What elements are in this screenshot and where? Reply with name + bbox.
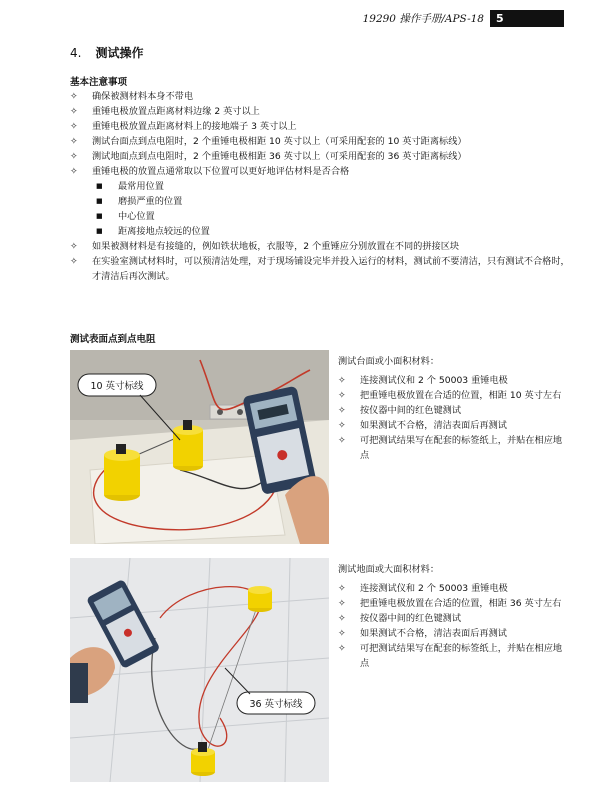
page-header: [363, 9, 564, 27]
list-item-text: 重锤电极放置点距离材料上的接地端子 3 英寸以上: [92, 121, 297, 132]
list-item: [338, 626, 568, 641]
list-item-text: 如果测试不合格，清洁表面后再测试: [360, 628, 507, 639]
list-item-text: 重锤电极放置点距离材料边缘 2 英寸以上: [92, 106, 260, 117]
section-title: [70, 44, 143, 61]
list-item: [338, 596, 568, 611]
list-item-text: 确保被测材料本身不带电: [92, 91, 194, 102]
floor-test-illustration: [70, 558, 329, 782]
floor-steps: [338, 581, 568, 671]
diamond-bullet-icon: ✧: [70, 256, 78, 267]
list-item: [70, 104, 570, 119]
diamond-bullet-icon: ✧: [338, 613, 346, 624]
diamond-bullet-icon: ✧: [70, 91, 78, 102]
square-bullet-icon: ■: [96, 212, 103, 220]
benchtop-instructions: [338, 354, 568, 463]
list-item: [338, 388, 568, 403]
list-item-text: 距离接地点较远的位置: [118, 226, 210, 237]
list-item-text: 可把测试结果写在配套的标签纸上，并贴在相应地点: [360, 435, 563, 461]
list-item: [338, 433, 568, 463]
section-number: 4.: [70, 46, 82, 60]
list-item-text: 最常用位置: [118, 181, 164, 192]
diamond-bullet-icon: ✧: [70, 241, 78, 252]
list-item: [70, 254, 570, 284]
list-item-text: 测试台面点到点电阻时，2 个重锤电极相距 10 英寸以上（可采用配套的 10 英寸距离标线）: [92, 136, 467, 147]
notes-heading: 基本注意事项: [70, 77, 128, 88]
ten-inch-guide-label: 10 英寸标线: [90, 381, 144, 392]
benchtop-test-photo: [70, 350, 329, 544]
diamond-bullet-icon: ✧: [338, 643, 346, 654]
square-bullet-icon: ■: [96, 182, 103, 190]
diamond-bullet-icon: ✧: [70, 121, 78, 132]
list-item-text: 磨损严重的位置: [118, 196, 183, 207]
list-item-text: 按仪器中间的红色键测试: [360, 405, 462, 416]
diamond-bullet-icon: ✧: [70, 136, 78, 147]
header-title: 19290 操作手册/APS-18: [362, 12, 484, 25]
floor-caption: 测试地面或大面积材料：: [338, 564, 440, 575]
square-bullet-icon: ■: [96, 227, 103, 235]
list-item: [338, 641, 568, 671]
benchtop-caption: 测试台面或小面积材料：: [338, 356, 440, 367]
diamond-bullet-icon: ✧: [338, 628, 346, 639]
list-item-text: 测试地面点到点电阻时，2 个重锤电极相距 36 英寸以上（可采用配套的 36 英寸距离标线）: [92, 151, 467, 162]
diamond-bullet-icon: ✧: [338, 420, 346, 431]
square-bullet-icon: ■: [96, 197, 103, 205]
list-item-text: 把重锤电极放置在合适的位置，相距 10 英寸左右: [360, 390, 562, 401]
list-item-text: 把重锤电极放置在合适的位置，相距 36 英寸左右: [360, 598, 562, 609]
diamond-bullet-icon: ✧: [338, 405, 346, 416]
list-item: [70, 179, 570, 194]
thirty-six-inch-guide-label: 36 英寸标线: [249, 699, 303, 710]
diamond-bullet-icon: ✧: [338, 598, 346, 609]
page-number: 5: [490, 10, 564, 27]
benchtop-steps: [338, 373, 568, 463]
list-item-text: 连接测试仪和 2 个 50003 重锤电极: [360, 583, 508, 594]
list-item-text: 连接测试仪和 2 个 50003 重锤电极: [360, 375, 508, 386]
list-item: [70, 149, 570, 164]
list-item-text: 重锤电极的放置点通常取以下位置可以更好地评估材料是否合格: [92, 166, 350, 177]
list-item: [70, 239, 570, 254]
list-item: [70, 224, 570, 239]
diamond-bullet-icon: ✧: [70, 166, 78, 177]
list-item: [338, 581, 568, 596]
diamond-bullet-icon: ✧: [70, 151, 78, 162]
section-title-text: 测试操作: [95, 46, 144, 60]
list-item: [338, 611, 568, 626]
list-item: [70, 89, 570, 104]
diamond-bullet-icon: ✧: [338, 375, 346, 386]
diamond-bullet-icon: ✧: [70, 106, 78, 117]
list-item-text: 如果被测材料是有接缝的，例如铁状地板，衣服等，2 个重锤应分别放置在不同的拼接区块: [92, 241, 460, 252]
diamond-bullet-icon: ✧: [338, 583, 346, 594]
list-item-text: 如果测试不合格，清洁表面后再测试: [360, 420, 507, 431]
list-item-text: 按仪器中间的红色键测试: [360, 613, 462, 624]
list-item-text: 可把测试结果写在配套的标签纸上，并贴在相应地点: [360, 643, 563, 669]
list-item: [338, 418, 568, 433]
list-item: [70, 134, 570, 149]
list-item-text: 在实验室测试材料时，可以预清洁处理，对于现场铺设完毕并投入运行的材料，测试前不要清洁，只有测试不合格时，才清洁后再次测试。: [92, 256, 570, 282]
diamond-bullet-icon: ✧: [338, 390, 346, 401]
list-item: [70, 164, 570, 179]
benchtop-test-illustration: [70, 350, 329, 544]
list-item-text: 中心位置: [118, 211, 155, 222]
list-item: [338, 373, 568, 388]
list-item: [70, 194, 570, 209]
list-item: [338, 403, 568, 418]
diamond-bullet-icon: ✧: [338, 435, 346, 446]
floor-instructions: [338, 562, 568, 671]
p2p-heading: 测试表面点到点电阻: [70, 334, 156, 345]
list-item: [70, 209, 570, 224]
floor-test-photo: [70, 558, 329, 782]
notes-list: [70, 89, 570, 284]
list-item: [70, 119, 570, 134]
